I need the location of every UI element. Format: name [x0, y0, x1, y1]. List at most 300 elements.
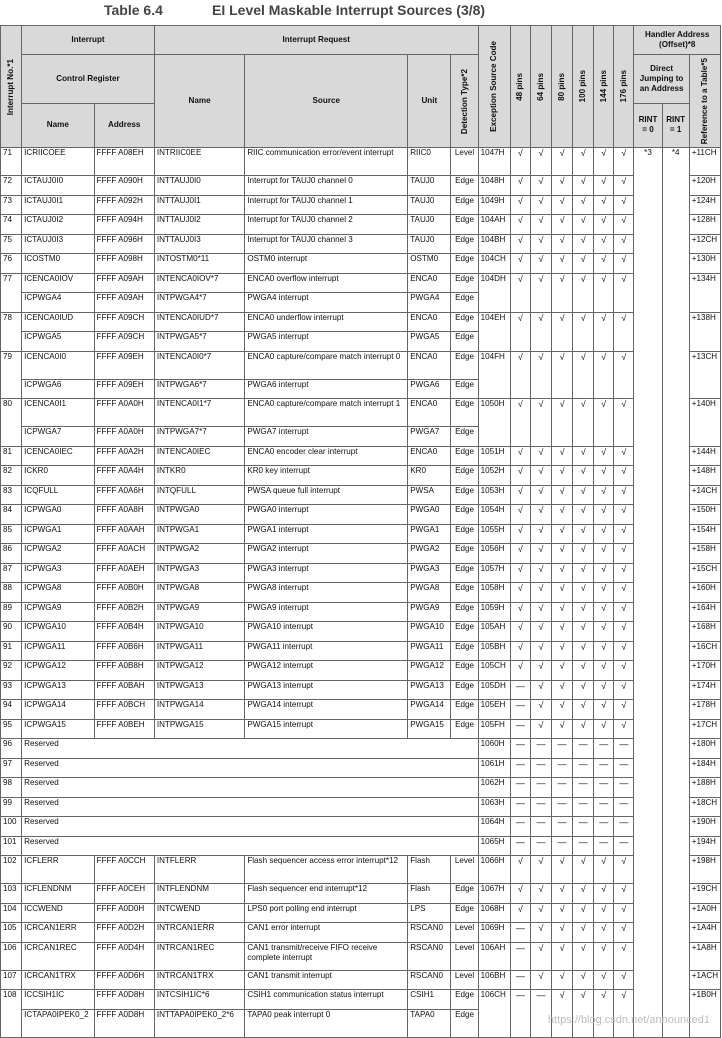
pin-availability-cell: √	[510, 399, 530, 447]
request-name-cell: INTKR0	[154, 466, 244, 486]
request-name-cell: INTPWGA8	[154, 583, 244, 603]
pin-availability-cell: —	[510, 758, 530, 778]
cr-name-header: Name	[22, 103, 94, 148]
pin-availability-cell: √	[530, 719, 551, 739]
detection-type-cell: Level	[451, 923, 478, 943]
control-register-name-cell: ICPWGA10	[22, 622, 94, 642]
interrupt-number-cell: 97	[1, 758, 22, 778]
control-register-name-cell: ICPWGA2	[22, 544, 94, 564]
pins-144-header: 144 pins	[594, 26, 614, 148]
unit-cell: PWGA15	[408, 719, 451, 739]
control-register-name-cell: ICKR0	[22, 466, 94, 486]
reference-cell: +190H	[689, 817, 720, 837]
control-register-address-cell: FFFF A0B2H	[94, 602, 154, 622]
pin-availability-cell: √	[614, 583, 634, 603]
interrupt-header: Interrupt	[22, 26, 155, 55]
table-row	[1, 856, 721, 884]
reference-cell: +188H	[689, 778, 720, 798]
pin-availability-cell: √	[510, 884, 530, 904]
source-cell: PWGA11 interrupt	[245, 641, 408, 661]
pins-100-header: 100 pins	[573, 26, 594, 148]
interrupt-number-cell: 90	[1, 622, 22, 642]
reference-cell: +11CH	[689, 148, 720, 176]
pin-availability-cell: √	[594, 990, 614, 1038]
pin-availability-cell: —	[552, 817, 573, 837]
pin-availability-cell: —	[573, 817, 594, 837]
pin-availability-cell: √	[573, 466, 594, 486]
request-name-cell: INTENCA0I1*7	[154, 399, 244, 427]
pin-availability-cell: √	[552, 399, 573, 447]
pin-availability-cell: —	[573, 739, 594, 759]
reference-cell: +1ACH	[689, 970, 720, 990]
source-cell: PWGA10 interrupt	[245, 622, 408, 642]
pin-availability-cell: √	[510, 446, 530, 466]
pin-availability-cell: —	[573, 758, 594, 778]
pin-availability-cell: √	[552, 903, 573, 923]
pin-availability-cell: √	[614, 563, 634, 583]
reference-cell: +12CH	[689, 234, 720, 254]
reference-cell: +134H	[689, 273, 720, 312]
detection-type-cell: Edge	[451, 1009, 478, 1037]
detection-type-cell: Edge	[451, 884, 478, 904]
pin-availability-cell: √	[594, 622, 614, 642]
pin-availability-cell: √	[510, 563, 530, 583]
pins-48-header: 48 pins	[510, 26, 530, 148]
unit-cell: PWGA3	[408, 563, 451, 583]
source-cell: PWGA0 interrupt	[245, 505, 408, 525]
unit-cell: KR0	[408, 466, 451, 486]
reference-cell: +138H	[689, 312, 720, 351]
pin-availability-cell: √	[614, 148, 634, 176]
control-register-name-cell: ICENCA0IOV	[22, 273, 94, 293]
pin-availability-cell: √	[530, 524, 551, 544]
request-name-cell: INTTAUJ0I1	[154, 195, 244, 215]
control-register-address-cell: FFFF A092H	[94, 195, 154, 215]
table-row	[1, 446, 721, 466]
pin-availability-cell: —	[552, 739, 573, 759]
control-register-name-cell: ICPWGA4	[22, 293, 94, 313]
pin-availability-cell: —	[510, 778, 530, 798]
pin-availability-cell: —	[530, 739, 551, 759]
unit-header: Unit	[408, 55, 451, 148]
pin-availability-cell: √	[530, 544, 551, 564]
pin-availability-cell: √	[594, 563, 614, 583]
exception-code-cell: 1069H	[478, 923, 510, 943]
unit-cell: ENCA0	[408, 351, 451, 379]
interrupt-number-cell: 79	[1, 351, 22, 399]
reference-cell: +174H	[689, 680, 720, 700]
control-register-address-cell: FFFF A0D2H	[94, 923, 154, 943]
reference-cell: +170H	[689, 661, 720, 681]
table-number: Table 6.4	[104, 2, 163, 18]
control-register-address-cell: FFFF A094H	[94, 215, 154, 235]
unit-cell: PWGA2	[408, 544, 451, 564]
pin-availability-cell: √	[552, 544, 573, 564]
reference-cell: +14CH	[689, 485, 720, 505]
pin-availability-cell: √	[573, 312, 594, 351]
control-register-address-cell: FFFF A0B4H	[94, 622, 154, 642]
control-register-name-cell: ICOSTM0	[22, 254, 94, 274]
pin-availability-cell: √	[552, 234, 573, 254]
exception-code-cell: 104EH	[478, 312, 510, 351]
pin-availability-cell: —	[594, 836, 614, 856]
control-register-name-cell: ICTAPA0IPEK0_2	[22, 1009, 94, 1037]
request-name-cell: INTPWGA6*7	[154, 379, 244, 399]
source-cell: ENCA0 capture/compare match interrupt 0	[245, 351, 408, 379]
request-name-cell: INTPWGA12	[154, 661, 244, 681]
exception-code-cell: 105CH	[478, 661, 510, 681]
table-row	[1, 622, 721, 642]
pin-availability-cell: √	[530, 942, 551, 970]
request-name-cell: INTCSIH1IC*6	[154, 990, 244, 1010]
request-name-cell: INTRCAN1REC	[154, 942, 244, 970]
reference-cell: +16CH	[689, 641, 720, 661]
detection-type-cell: Edge	[451, 903, 478, 923]
pin-availability-cell: √	[594, 312, 614, 351]
pin-availability-cell: √	[614, 680, 634, 700]
detection-type-cell: Edge	[451, 524, 478, 544]
interrupt-number-cell: 93	[1, 680, 22, 700]
pin-availability-cell: √	[614, 884, 634, 904]
exception-code-cell: 1055H	[478, 524, 510, 544]
source-cell: PWGA4 interrupt	[245, 293, 408, 313]
pin-availability-cell: √	[530, 680, 551, 700]
pin-availability-cell: √	[510, 234, 530, 254]
pin-availability-cell: √	[573, 856, 594, 884]
control-register-address-cell: FFFF A0BEH	[94, 719, 154, 739]
control-register-name-cell: ICFLENDNM	[22, 884, 94, 904]
unit-cell: PWGA4	[408, 293, 451, 313]
detection-type-cell: Edge	[451, 215, 478, 235]
request-name-cell: INTRCAN1ERR	[154, 923, 244, 943]
pin-availability-cell: √	[614, 622, 634, 642]
pin-availability-cell: √	[594, 661, 614, 681]
detection-type-cell: Edge	[451, 176, 478, 196]
exception-code-cell: 1067H	[478, 884, 510, 904]
exception-code-cell: 1062H	[478, 778, 510, 798]
exception-code-cell: 106CH	[478, 990, 510, 1038]
request-name-cell: INTENCA0IUD*7	[154, 312, 244, 332]
detection-type-cell: Edge	[451, 273, 478, 293]
table-row	[1, 884, 721, 904]
unit-cell: LPS	[408, 903, 451, 923]
reference-cell: +148H	[689, 466, 720, 486]
pin-availability-cell: √	[530, 563, 551, 583]
control-register-address-cell: FFFF A0A8H	[94, 505, 154, 525]
control-register-name-cell: ICQFULL	[22, 485, 94, 505]
pin-availability-cell: √	[573, 884, 594, 904]
control-register-address-cell: FFFF A08EH	[94, 148, 154, 176]
pin-availability-cell: √	[552, 856, 573, 884]
control-register-name-cell: ICENCA0I1	[22, 399, 94, 427]
reference-cell: +144H	[689, 446, 720, 466]
pin-availability-cell: —	[552, 836, 573, 856]
pin-availability-cell: √	[594, 970, 614, 990]
exception-code-cell: 106AH	[478, 942, 510, 970]
unit-cell: PWGA13	[408, 680, 451, 700]
control-register-address-cell: FFFF A0A0H	[94, 427, 154, 447]
detection-type-cell: Edge	[451, 680, 478, 700]
watermark: https://blog.csdn.net/announced1	[547, 1014, 710, 1026]
pin-availability-cell: √	[530, 254, 551, 274]
control-register-name-cell: ICPWGA15	[22, 719, 94, 739]
detection-type-cell: Edge	[451, 254, 478, 274]
pin-availability-cell: √	[510, 505, 530, 525]
source-cell: Flash sequencer end interrupt*12	[245, 884, 408, 904]
source-cell: CSIH1 communication status interrupt	[245, 990, 408, 1010]
pin-availability-cell: √	[594, 148, 614, 176]
pin-availability-cell: √	[510, 148, 530, 176]
direct-jumping-header: Direct Jumping to an Address	[634, 55, 689, 104]
pin-availability-cell: √	[594, 399, 614, 447]
table-row	[1, 602, 721, 622]
reserved-cell: Reserved	[22, 758, 479, 778]
exception-code-cell: 104BH	[478, 234, 510, 254]
pin-availability-cell: √	[594, 602, 614, 622]
pin-availability-cell: √	[614, 661, 634, 681]
reference-cell: +180H	[689, 739, 720, 759]
pin-availability-cell: —	[530, 778, 551, 798]
pin-availability-cell: √	[594, 923, 614, 943]
request-name-cell: INTPWGA0	[154, 505, 244, 525]
exception-code-cell: 104CH	[478, 254, 510, 274]
pin-availability-cell: √	[573, 680, 594, 700]
interrupt-number-cell: 72	[1, 176, 22, 196]
request-name-cell: INTPWGA3	[154, 563, 244, 583]
unit-cell: TAUJ0	[408, 234, 451, 254]
unit-cell: PWGA12	[408, 661, 451, 681]
request-name-cell: INTTAUJ0I0	[154, 176, 244, 196]
pin-availability-cell: √	[573, 563, 594, 583]
reference-cell: +164H	[689, 602, 720, 622]
control-register-address-cell: FFFF A09AH	[94, 273, 154, 293]
unit-cell: PWGA14	[408, 700, 451, 720]
pin-availability-cell: —	[552, 778, 573, 798]
pin-availability-cell: √	[614, 466, 634, 486]
request-name-cell: INTTAUJ0I2	[154, 215, 244, 235]
pin-availability-cell: √	[530, 466, 551, 486]
request-name-cell: INTTAUJ0I3	[154, 234, 244, 254]
pin-availability-cell: √	[594, 351, 614, 399]
exception-code-cell: 1061H	[478, 758, 510, 778]
pin-availability-cell: √	[530, 312, 551, 351]
pin-availability-cell: —	[614, 739, 634, 759]
pins-176-header: 176 pins	[614, 26, 634, 148]
pin-availability-cell: √	[552, 176, 573, 196]
control-register-name-cell: ICPWGA8	[22, 583, 94, 603]
pin-availability-cell: √	[573, 351, 594, 399]
request-name-cell: INTOSTM0*11	[154, 254, 244, 274]
source-cell: Interrupt for TAUJ0 channel 2	[245, 215, 408, 235]
table-row	[1, 351, 721, 379]
pin-availability-cell: √	[573, 505, 594, 525]
exception-code-cell: 1065H	[478, 836, 510, 856]
detection-type-cell: Edge	[451, 195, 478, 215]
control-register-address-cell: FFFF A09CH	[94, 312, 154, 332]
source-cell: KR0 key interrupt	[245, 466, 408, 486]
request-name-cell: INTQFULL	[154, 485, 244, 505]
reference-cell: +154H	[689, 524, 720, 544]
request-name-cell: INTPWGA14	[154, 700, 244, 720]
pin-availability-cell: —	[573, 836, 594, 856]
detection-type-cell: Edge	[451, 446, 478, 466]
unit-cell: PWGA9	[408, 602, 451, 622]
control-register-name-cell: ICRIICOEE	[22, 148, 94, 176]
pin-availability-cell: —	[530, 817, 551, 837]
interrupt-table	[0, 25, 721, 1038]
control-register-address-cell: FFFF A0ACH	[94, 544, 154, 564]
interrupt-no-header: Interrupt No.*1	[1, 26, 22, 148]
pin-availability-cell: —	[530, 990, 551, 1038]
detection-type-cell: Edge	[451, 234, 478, 254]
pin-availability-cell: √	[594, 641, 614, 661]
pin-availability-cell: —	[594, 778, 614, 798]
pin-availability-cell: √	[530, 622, 551, 642]
pin-availability-cell: √	[573, 273, 594, 312]
pin-availability-cell: √	[552, 195, 573, 215]
pin-availability-cell: √	[552, 273, 573, 312]
pin-availability-cell: √	[573, 176, 594, 196]
pin-availability-cell: √	[614, 505, 634, 525]
interrupt-number-cell: 88	[1, 583, 22, 603]
table-row	[1, 641, 721, 661]
pin-availability-cell: √	[530, 661, 551, 681]
control-register-address-cell: FFFF A0D8H	[94, 1009, 154, 1037]
table-row	[1, 942, 721, 970]
reference-cell: +120H	[689, 176, 720, 196]
reserved-cell: Reserved	[22, 778, 479, 798]
exception-code-cell: 1054H	[478, 505, 510, 525]
table-row	[1, 148, 721, 176]
control-register-name-cell: ICPWGA7	[22, 427, 94, 447]
pin-availability-cell: √	[614, 903, 634, 923]
pin-availability-cell: √	[552, 970, 573, 990]
pin-availability-cell: √	[552, 466, 573, 486]
pin-availability-cell: —	[614, 817, 634, 837]
pin-availability-cell: √	[573, 700, 594, 720]
source-cell: PWGA15 interrupt	[245, 719, 408, 739]
pin-availability-cell: √	[552, 680, 573, 700]
pin-availability-cell: √	[594, 524, 614, 544]
exception-code-cell: 1068H	[478, 903, 510, 923]
pin-availability-cell: √	[573, 583, 594, 603]
pin-availability-cell: √	[552, 563, 573, 583]
detection-type-cell: Edge	[451, 700, 478, 720]
control-register-address-cell: FFFF A096H	[94, 234, 154, 254]
control-register-address-cell: FFFF A0A0H	[94, 399, 154, 427]
pin-availability-cell: √	[510, 195, 530, 215]
source-cell: Flash sequencer access error interrupt*12	[245, 856, 408, 884]
source-cell: Interrupt for TAUJ0 channel 3	[245, 234, 408, 254]
control-register-name-cell: ICRCAN1ERR	[22, 923, 94, 943]
pin-availability-cell: √	[530, 856, 551, 884]
control-register-address-cell: FFFF A0CEH	[94, 884, 154, 904]
detection-type-cell: Edge	[451, 312, 478, 332]
control-register-address-cell: FFFF A0B6H	[94, 641, 154, 661]
pin-availability-cell: √	[614, 923, 634, 943]
control-register-address-cell: FFFF A0AEH	[94, 563, 154, 583]
source-cell: PWGA8 interrupt	[245, 583, 408, 603]
table-row	[1, 176, 721, 196]
pin-availability-cell: √	[614, 215, 634, 235]
pin-availability-cell: √	[552, 505, 573, 525]
pin-availability-cell: —	[614, 797, 634, 817]
request-name-cell: INTPWGA10	[154, 622, 244, 642]
control-register-address-cell: FFFF A09CH	[94, 332, 154, 352]
request-name-cell: INTFLERR	[154, 856, 244, 884]
source-header: Source	[245, 55, 408, 148]
request-name-cell: INTPWGA13	[154, 680, 244, 700]
interrupt-number-cell: 84	[1, 505, 22, 525]
pin-availability-cell: √	[594, 195, 614, 215]
request-name-cell: INTFLENDNM	[154, 884, 244, 904]
table-row	[1, 719, 721, 739]
source-cell: PWGA2 interrupt	[245, 544, 408, 564]
interrupt-number-cell: 80	[1, 399, 22, 447]
reference-cell: +124H	[689, 195, 720, 215]
detection-type-cell: Edge	[451, 622, 478, 642]
pin-availability-cell: √	[573, 215, 594, 235]
table-row	[1, 524, 721, 544]
unit-cell: TAUJ0	[408, 176, 451, 196]
reference-cell: +1A0H	[689, 903, 720, 923]
handler-address-header: Handler Address (Offset)*8	[634, 26, 721, 55]
reserved-cell: Reserved	[22, 797, 479, 817]
pin-availability-cell: √	[614, 234, 634, 254]
pin-availability-cell: √	[530, 583, 551, 603]
exception-code-cell: 1051H	[478, 446, 510, 466]
pin-availability-cell: —	[594, 739, 614, 759]
pin-availability-cell: √	[614, 544, 634, 564]
pin-availability-cell: √	[614, 485, 634, 505]
detection-type-cell: Edge	[451, 544, 478, 564]
exception-code-cell: 106BH	[478, 970, 510, 990]
rint0-cell: *3	[634, 148, 662, 1038]
pin-availability-cell: √	[510, 544, 530, 564]
pin-availability-cell: √	[614, 990, 634, 1038]
request-name-cell: INTPWGA2	[154, 544, 244, 564]
pin-availability-cell: √	[510, 215, 530, 235]
detection-type-cell: Edge	[451, 990, 478, 1010]
pin-availability-cell: √	[552, 923, 573, 943]
control-register-address-cell: FFFF A0CCH	[94, 856, 154, 884]
unit-cell: Flash	[408, 884, 451, 904]
source-cell: LPS0 port polling end interrupt	[245, 903, 408, 923]
control-register-name-cell: ICENCA0IUD	[22, 312, 94, 332]
reserved-cell: Reserved	[22, 739, 479, 759]
unit-cell: PWGA0	[408, 505, 451, 525]
detection-type-cell: Level	[451, 148, 478, 176]
control-register-address-cell: FFFF A0A2H	[94, 446, 154, 466]
table-title	[104, 2, 485, 18]
pin-availability-cell: —	[530, 758, 551, 778]
table-row	[1, 485, 721, 505]
unit-cell: PWGA8	[408, 583, 451, 603]
detection-type-cell: Edge	[451, 563, 478, 583]
pin-availability-cell: √	[573, 148, 594, 176]
pin-availability-cell: √	[510, 254, 530, 274]
exception-code-cell: 1053H	[478, 485, 510, 505]
control-register-address-cell: FFFF A0BCH	[94, 700, 154, 720]
unit-cell: TAPA0	[408, 1009, 451, 1037]
exception-code-cell: 1047H	[478, 148, 510, 176]
pin-availability-cell: √	[594, 505, 614, 525]
detection-type-cell: Level	[451, 856, 478, 884]
reference-cell: +184H	[689, 758, 720, 778]
control-register-address-cell: FFFF A0B0H	[94, 583, 154, 603]
table-row	[1, 700, 721, 720]
exception-code-cell: 105AH	[478, 622, 510, 642]
